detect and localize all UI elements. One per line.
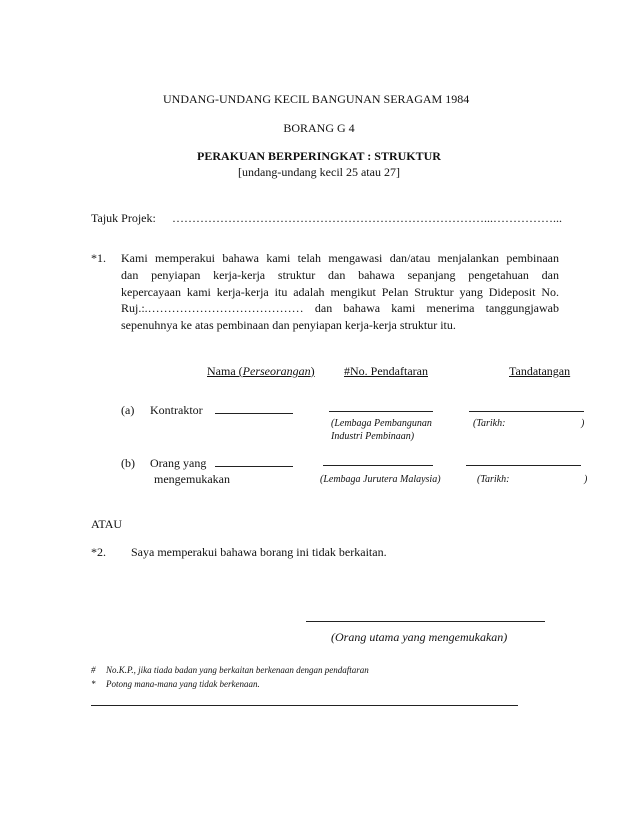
footnote-divider bbox=[91, 705, 518, 706]
clause1-line-3: kepercayaan kami kerja-kerja itu adalah mengikut Pelan Struktur yang Dideposit No. bbox=[121, 285, 559, 299]
clause1-line-5: sepenuhnya ke atas pembinaan dan penyiapan kerja-kerja struktur itu. bbox=[121, 318, 456, 332]
row-b-date-label: (Tarikh: bbox=[477, 474, 510, 485]
clause1-line-2: dan penyiapan kerja-kerja struktur dan bahawa sepanjang pengetahuan dan bbox=[121, 268, 559, 282]
footnote-hash-text: No.K.P., jika tiada badan yang berkaitan berkenaan dengan pendaftaran bbox=[106, 665, 369, 675]
row-b-date-close: ) bbox=[584, 474, 588, 485]
row-a-date-close: ) bbox=[581, 418, 585, 429]
submitter-signature-line[interactable] bbox=[466, 465, 581, 466]
form-number: BORANG G 4 bbox=[283, 121, 355, 135]
project-dots: ……………………………………………………………………...……………... bbox=[172, 211, 562, 225]
row-a-letter: (a) bbox=[121, 403, 135, 417]
registration-column-heading: #No. Pendaftaran bbox=[344, 364, 428, 378]
clause2-text: Saya memperakui bahawa borang ini tidak berkaitan. bbox=[131, 545, 387, 559]
footnote-star-text: Potong mana-mana yang tidak berkenaan. bbox=[106, 679, 260, 689]
clause1-number: *1. bbox=[91, 251, 106, 265]
clause2-number: *2. bbox=[91, 545, 106, 559]
name-column-heading: Nama (Perseorangan) bbox=[207, 364, 315, 378]
clause1-line-1: Kami memperakui bahawa kami telah mengawasi dan/atau menjalankan pembinaan bbox=[121, 251, 559, 265]
contractor-name-line[interactable] bbox=[215, 413, 293, 414]
row-b-letter: (b) bbox=[121, 456, 135, 470]
footnote-star-mark: * bbox=[91, 679, 96, 689]
row-a-date-label: (Tarikh: bbox=[473, 418, 506, 429]
submitter-label-line-1: Orang yang bbox=[150, 456, 207, 470]
principal-signature-line[interactable] bbox=[306, 621, 545, 622]
contractor-signature-line[interactable] bbox=[469, 411, 584, 412]
contractor-registration-line[interactable] bbox=[329, 411, 433, 412]
submitter-registration-line[interactable] bbox=[323, 465, 433, 466]
principal-caption: (Orang utama yang mengemukakan) bbox=[331, 630, 508, 644]
footnote-hash-mark: # bbox=[91, 665, 96, 675]
row-a-org-line-2: Industri Pembinaan) bbox=[331, 431, 415, 442]
submitter-label-line-2: mengemukakan bbox=[154, 472, 230, 486]
row-b-org: (Lembaga Jurutera Malaysia) bbox=[320, 474, 441, 485]
project-label: Tajuk Projek: bbox=[91, 211, 156, 225]
row-a-org-line-1: (Lembaga Pembangunan bbox=[331, 418, 432, 429]
clause1-line-4: Ruj.:.………………………………… dan bahawa kami menerima tanggungjawab bbox=[121, 301, 559, 315]
submitter-name-line[interactable] bbox=[215, 466, 293, 467]
form-title: PERAKUAN BERPERINGKAT : STRUKTUR bbox=[197, 149, 441, 163]
bylaw-reference: [undang-undang kecil 25 atau 27] bbox=[238, 165, 400, 179]
atau-label: ATAU bbox=[91, 517, 123, 531]
act-title: UNDANG-UNDANG KECIL BANGUNAN SERAGAM 1984 bbox=[163, 92, 470, 106]
signature-column-heading: Tandatangan bbox=[509, 364, 571, 378]
contractor-label: Kontraktor bbox=[150, 403, 203, 417]
